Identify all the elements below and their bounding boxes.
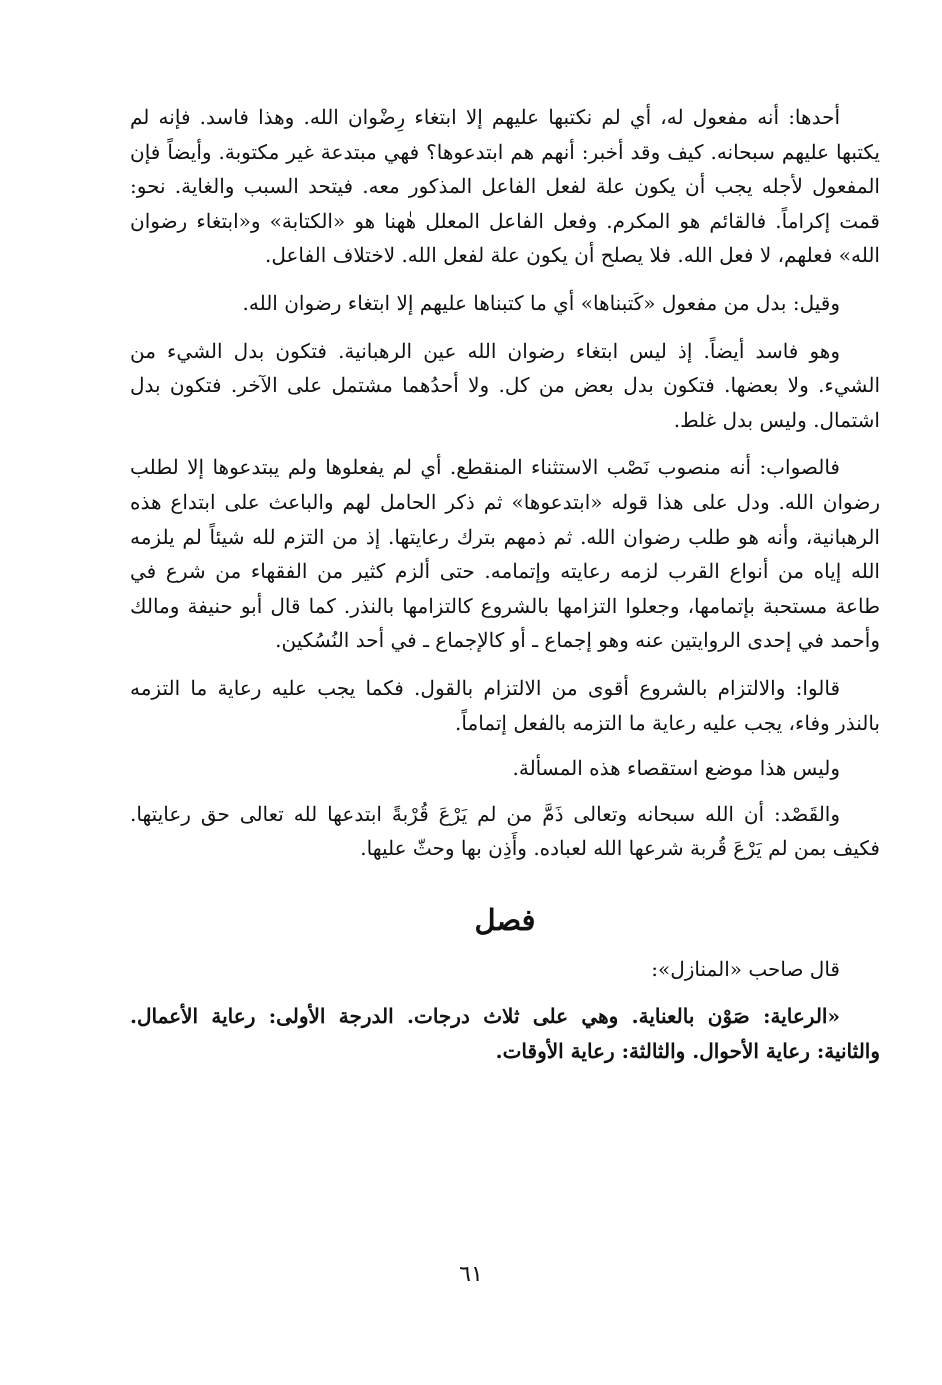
paragraph-first-interpretation: أحدها: أنه مفعول له، أي لم نكتبها عليهم إلا ابتغاء رِضْوان الله. وهذا فاسد. فإنه لم يكتبها عليهم سبحانه. كيف وقد أخبر: أنهم هم ابتدعوها؟ فهي مبتدعة غير مكتوبة. وأيضاً فإن المفعول لأجله يجب أن يكون علة لفعل الفاعل المذكور معه. فيتحد السبب والغاية. نحو: قمت إكراماً. فالقائم هو المكرم. وفعل الفاعل المعلل هٰهنا هو «الكتابة» و«ابتغاء رضوان الله» فعلهم، لا فعل الله. فلا يصلح أن يكون علة لفعل الله. لاختلاف الفاعل.: [130, 105, 880, 268]
paragraph-correct-view: فالصواب: أنه منصوب نَصْب الاستثناء المنقطع. أي لم يفعلوها ولم يبتدعوها إلا لطلب رضوان الله. ودل على هذا قوله «ابتدعوها» ثم ذكر الحامل لهم والباعث على ابتداع هذه الرهبانية، وأنه هو طلب رضوان الله. ثم ذمهم بترك رعايتها. إذ من التزم لله شيئاً لم يلزمه الله إياه من أنواع القرب لزمه رعايته وإتمامه. حتى ألزم كثير من الفقهاء من شرع في طاعة مستحبة بإتمامها، وجعلوا التزامها بالشروع كالتزامها بالنذر. كما قال أبو حنيفة ومالك وأحمد في إحدى الروايتين عنه وهو إجماع ـ أو كالإجماع ـ في أحد النُسُكين.: [130, 455, 880, 653]
section-heading: فصل: [474, 902, 536, 937]
quote-intro: قال صاحب «المنازل»:: [651, 956, 840, 981]
quoted-text: «الرعاية: صَوْن بالعناية. وهي على ثلاث درجات. الدرجة الأولى: رعاية الأعمال. والثانية: رعاية الأحوال. والثالثة: رعاية الأوقات.: [130, 1004, 880, 1064]
paragraph-badal-opinion: وقيل: بدل من مفعول «كَتبناها» أي ما كتبناها عليهم إلا ابتغاء رضوان الله.: [242, 290, 840, 315]
paragraph-not-the-place: وليس هذا موضع استقصاء هذه المسألة.: [512, 756, 840, 781]
page-body: [130, 100, 880, 1069]
paragraph-conclusion: والقَصْد: أن الله سبحانه وتعالى ذَمَّ من لم يَرْعَ قُرْبةً ابتدعها لله تعالى حق رعايتها. فكيف بمن لم يَرْعَ قُربة شرعها الله لعباده. وأَذِن بها وحثّ عليها.: [130, 801, 880, 861]
paragraph-commitment: قالوا: والالتزام بالشروع أقوى من الالتزام بالقول. فكما يجب عليه رعاية ما التزمه بالنذر وفاء، يجب عليه رعاية ما التزمه بالفعل إتماماً.: [130, 675, 880, 735]
paragraph-badal-refutation: وهو فاسد أيضاً. إذ ليس ابتغاء رضوان الله عين الرهبانية. فتكون بدل الشيء من الشيء. ولا بعضها. فتكون بدل بعض من كل. ولا أحدُهما مشتمل على الآخر. فتكون بدل اشتمال. وليس بدل غلط.: [130, 338, 880, 432]
page-number: ٦١: [459, 1262, 483, 1287]
